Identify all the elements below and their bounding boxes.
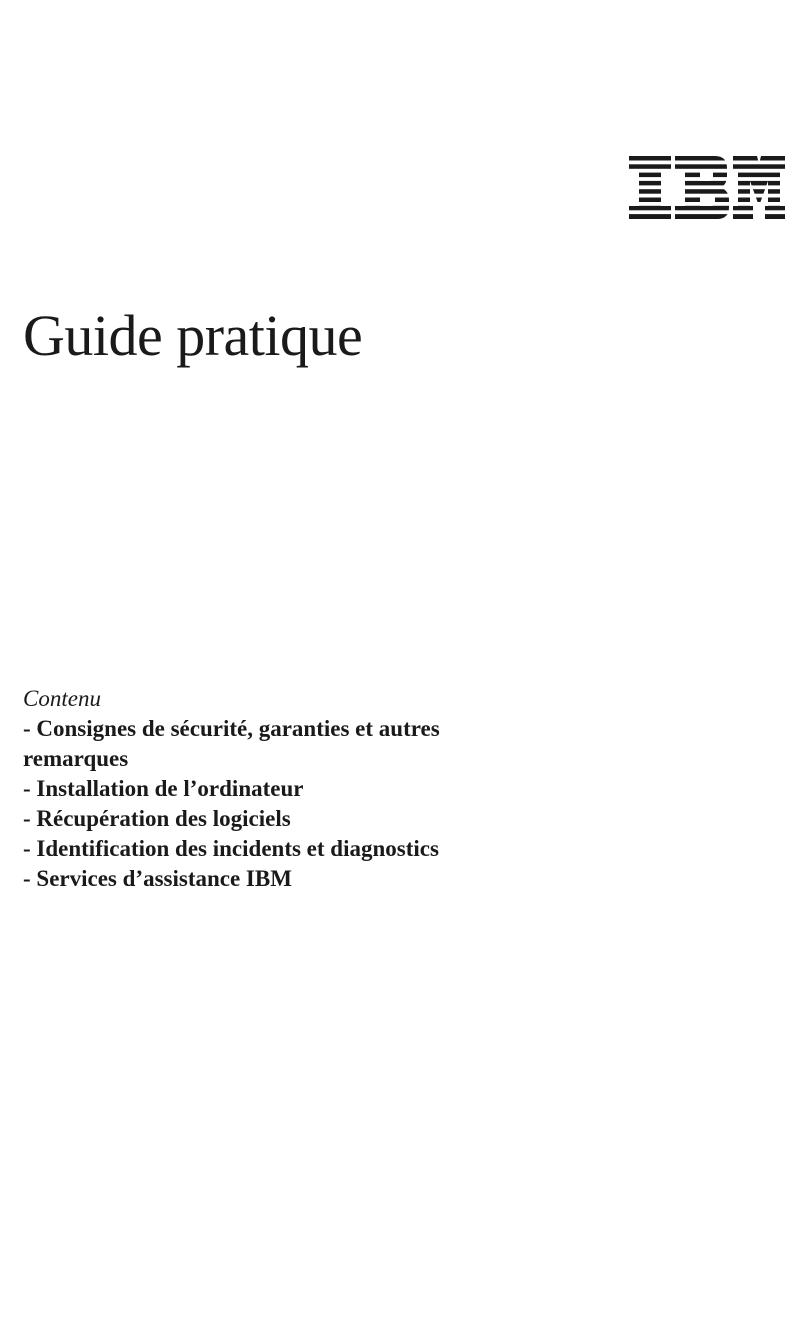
- contents-item-troubleshooting: - Identification des incidents et diagnostics: [23, 836, 439, 861]
- document-title: Guide pratique: [23, 303, 363, 368]
- contents-item-setup: - Installation de l’ordinateur: [23, 776, 304, 801]
- contents-item-recovery: - Récupération des logiciels: [23, 806, 291, 831]
- contents-item-safety: - Consignes de sécurité, garanties et autres remarques: [23, 716, 440, 771]
- contents-item-support: - Services d’assistance IBM: [23, 866, 292, 891]
- contents-heading: Contenu: [23, 686, 101, 711]
- contents-section: [23, 684, 463, 894]
- ibm-logo: [629, 156, 785, 219]
- contents-list: [23, 714, 463, 894]
